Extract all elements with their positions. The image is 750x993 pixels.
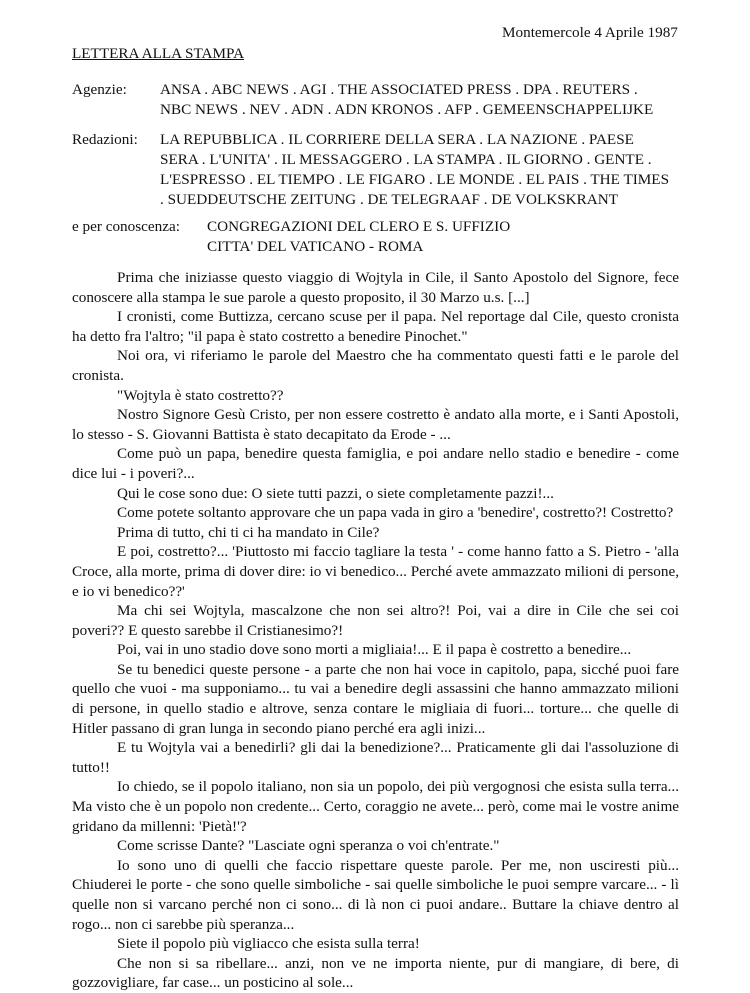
redazioni-line: L'ESPRESSO . EL TIEMPO . LE FIGARO . LE MONDE . EL PAIS . THE TIMES — [160, 171, 670, 188]
body-paragraph: E tu Wojtyla vai a benedirli? gli dai la benedizione?... Praticamente gli dai l'assoluzione di tutto!! — [72, 739, 679, 776]
agenzie-label: Agenzie: — [72, 81, 127, 98]
redazioni-line: . SUEDDEUTSCHE ZEITUNG . DE TELEGRAAF . DE VOLKSKRANT — [160, 191, 618, 208]
letter-date: Montemercole 4 Aprile 1987 — [502, 24, 678, 41]
body-paragraph: Come può un papa, benedire questa famiglia, e poi andare nello stadio e benedire - come dice lui - i poveri?... — [72, 445, 679, 482]
body-paragraph: Che non si sa ribellare... anzi, non ve ne importa niente, pur di mangiare, di bere, di gozzovigliare, far case... un posticino al sole... — [72, 954, 679, 992]
body-paragraph: Prima di tutto, chi ti ci ha mandato in Cile? — [117, 523, 380, 541]
body-paragraph: Se tu benedici queste persone - a parte che non hai voce in capitolo, papa, sicché puoi fare quello che vuoi - ma supponiamo... tu vai a benedire degli assassini che hanno ammazzato milioni di persone, in quello stadio e altrove, senza contare le migliaia di fuori... torture... che quelle di Hitler passano di gran lunga in secondo piano perché era agli inizi... — [72, 660, 679, 737]
body-paragraph: Siete il popolo più vigliacco che esista sulla terra! — [117, 935, 420, 953]
conoscenza-line: CONGREGAZIONI DEL CLERO E S. UFFIZIO — [207, 218, 511, 235]
body-paragraph: Prima che iniziasse questo viaggio di Wojtyla in Cile, il Santo Apostolo del Signore, fece conoscere alla stampa le sue parole a questo proposito, il 30 Marzo u.s. [...] — [72, 269, 679, 306]
agenzie-list — [160, 80, 653, 120]
body-paragraph: Come scrisse Dante? "Lasciate ogni speranza o voi ch'entrate." — [117, 837, 500, 855]
body-paragraph: E poi, costretto?... 'Piuttosto mi faccio tagliare la testa ' - come hanno fatto a S. Pietro - 'alla Croce, alla morte, prima di dover dire: io vi benedico... Perché avete ammazzato milioni di persone, e io vi benedico??' — [72, 543, 679, 600]
conoscenza-list — [207, 217, 510, 257]
body-paragraph: Io chiedo, se il popolo italiano, non sia un popolo, dei più vergognosi che esista sulla terra... Ma visto che è un popolo non credente... Certo, coraggio ne avete... però, come mai le vostre anime gridano da millenni: 'Pietà!'? — [72, 778, 679, 835]
agenzie-line: ANSA . ABC NEWS . AGI . THE ASSOCIATED PRESS . DPA . REUTERS . — [160, 81, 638, 98]
conoscenza-label: e per conoscenza: — [72, 218, 180, 235]
agenzie-line: NBC NEWS . NEV . ADN . ADN KRONOS . AFP . GEMEENSCHAPPELIJKE — [160, 101, 654, 118]
body-paragraph: Ma chi sei Wojtyla, mascalzone che non sei altro?! Poi, vai a dire in Cile che sei coi poveri?? E questo sarebbe il Cristianesimo?! — [72, 602, 679, 639]
body-paragraph: Qui le cose sono due: O siete tutti pazzi, o siete completamente pazzi!... — [117, 484, 554, 502]
body-paragraph: I cronisti, come Buttizza, cercano scuse per il papa. Nel reportage dal Cile, questo cronista ha detto fra l'altro; "il papa è stato costretto a benedire Pinochet." — [72, 308, 679, 345]
body-paragraph: "Wojtyla è stato costretto?? — [117, 386, 284, 404]
redazioni-line: SERA . L'UNITA' . IL MESSAGGERO . LA STAMPA . IL GIORNO . GENTE . — [160, 151, 652, 168]
redazioni-label: Redazioni: — [72, 131, 138, 148]
body-paragraph: Nostro Signore Gesù Cristo, per non essere costretto è andato alla morte, e i Santi Apostoli, lo stesso - S. Giovanni Battista è stato decapitato da Erode - ... — [72, 406, 679, 443]
conoscenza-line: CITTA' DEL VATICANO - ROMA — [207, 238, 424, 255]
body-paragraph: Noi ora, vi riferiamo le parole del Maestro che ha commentato questi fatti e le parole del cronista. — [72, 347, 679, 384]
body-paragraph: Poi, vai in uno stadio dove sono morti a migliaia!... E il papa è costretto a benedire... — [117, 641, 632, 659]
redazioni-line: LA REPUBBLICA . IL CORRIERE DELLA SERA . LA NAZIONE . PAESE — [160, 131, 634, 148]
letter-title: LETTERA ALLA STAMPA — [72, 45, 245, 62]
body-paragraph: Io sono uno di quelli che faccio rispettare queste parole. Per me, non usciresti più... Chiuderei le porte - che sono quelle simboliche - sai quelle simboliche le puoi sempre varcare... - lì quelle non si varcano perché non ci sono... di là non ci puoi andare.. Buttare la chiave dentro al rogo... non ci sarebbe più speranza... — [72, 856, 679, 933]
body-paragraph: Come potete soltanto approvare che un papa vada in giro a 'benedire', costretto?! Costretto? — [117, 504, 674, 522]
redazioni-list — [160, 130, 669, 210]
letter-body — [72, 268, 679, 993]
